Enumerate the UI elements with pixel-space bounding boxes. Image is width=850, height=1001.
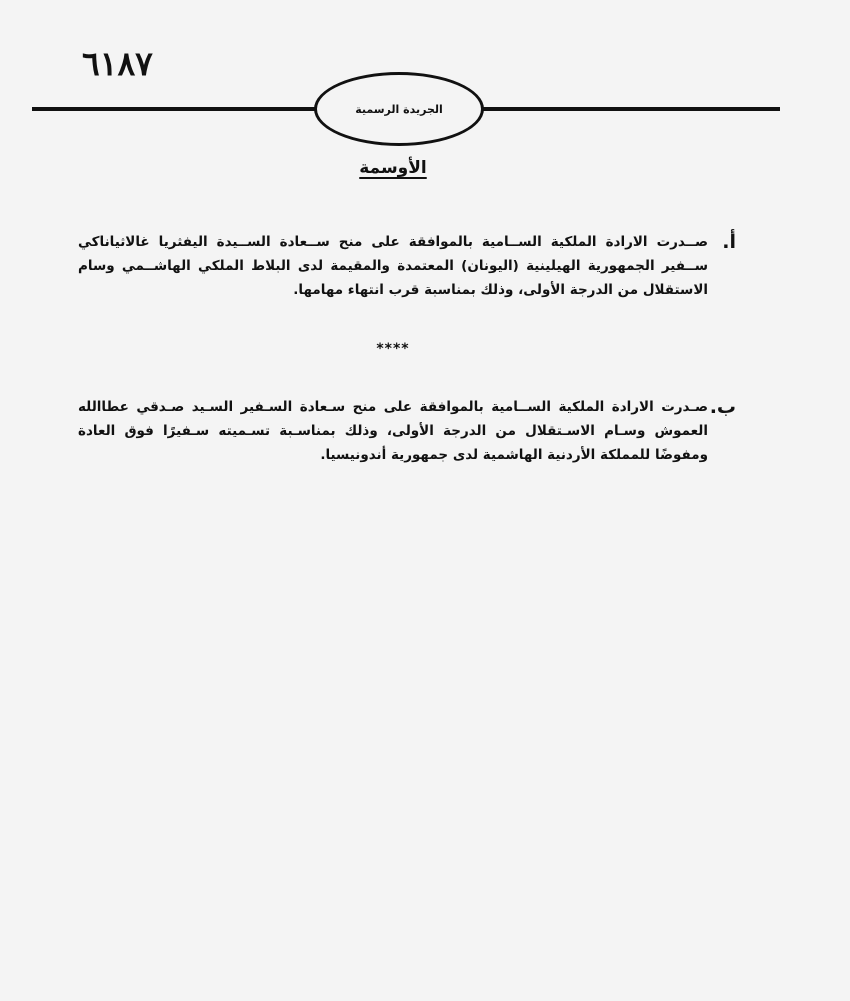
publication-name: الجريدة الرسمية: [355, 102, 443, 116]
item-text: صـدرت الارادة الملكية الســامية بالموافقة على منح سـعادة السـفير السـيد صـدقي عطاالله العموش وسـام الاسـتقلال من الدرجة الأولى، وذلك بمناسـبة تسـميته سـفيرًا فوق العادة ومفوضًا للمملكة الأردنية الهاشمية لدى جمهورية أندونيسيا.: [78, 399, 708, 463]
publication-name-oval: [314, 72, 484, 146]
item-label: ب.: [709, 396, 736, 418]
section-separator: ****: [376, 341, 410, 357]
decree-item-a: [78, 230, 736, 302]
section-title: [0, 158, 786, 178]
page-number: ٦١٨٧: [82, 44, 153, 83]
item-label: أ.: [722, 231, 736, 253]
item-text: صــدرت الارادة الملكية الســامية بالموافقة على منح ســعادة الســيدة اليفثريا غالاثياناكي ســفير الجمهورية الهيلينية (اليونان) المعتمدة والمقيمة لدى البلاط الملكي الهاشــمي وسام الاستقلال من الدرجة الأولى، وذلك بمناسبة قرب انتهاء مهامها.: [78, 234, 708, 298]
decree-item-b: [78, 395, 736, 467]
section-title-text: الأوسمة: [359, 158, 427, 178]
